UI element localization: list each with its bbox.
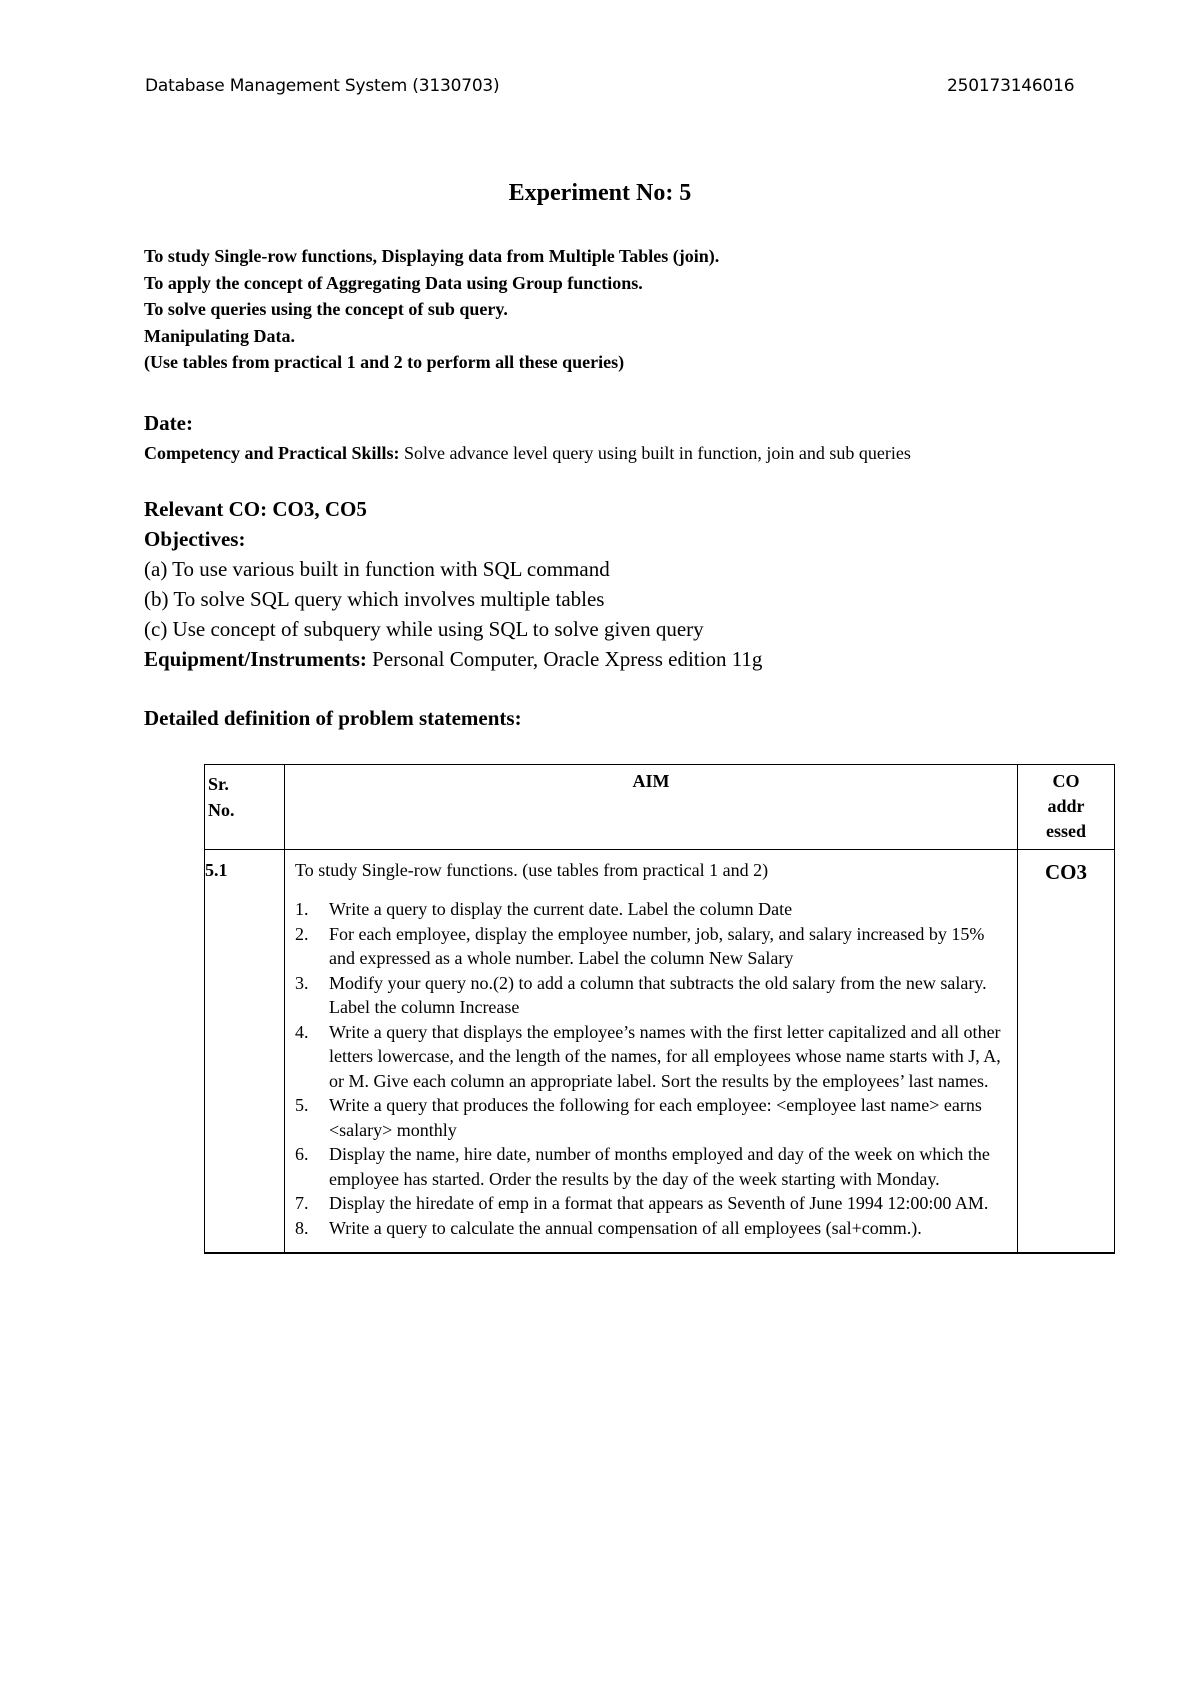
header-co-addressed xyxy=(1018,765,1115,850)
list-item xyxy=(295,1191,1007,1216)
table-header-row xyxy=(205,765,1115,850)
co-cell: CO3 xyxy=(1018,850,1115,1254)
list-item-number: 2. xyxy=(295,923,309,944)
intro-line: To apply the concept of Aggregating Data using Group functions. xyxy=(144,272,643,293)
intro-line: (Use tables from practical 1 and 2 to perform all these queries) xyxy=(144,352,625,372)
header-enrollment-number: 250173146016 xyxy=(947,76,1075,96)
objective-item: (b) To solve SQL query which involves multiple tables xyxy=(144,587,605,611)
header-sr-line: Sr. xyxy=(208,774,229,794)
list-item-number: 6. xyxy=(295,1144,309,1164)
list-item-number: 8. xyxy=(295,1217,309,1238)
list-item xyxy=(295,971,1007,1020)
header-aim: AIM xyxy=(285,765,1018,850)
header-sr-no xyxy=(205,765,285,850)
competency-text: Solve advance level query using built in function, join and sub queries xyxy=(403,443,911,463)
competency-paragraph xyxy=(144,441,1089,466)
aim-intro: To study Single-row functions. (use tables from practical 1 and 2) xyxy=(295,860,769,880)
header-co-line: addr xyxy=(1047,796,1085,816)
list-item-number: 3. xyxy=(295,972,309,993)
list-item-text: Write a query that displays the employee’s names with the first letter capitalized and all other letters lowercase, and the length of the names, for all employees whose name starts with J, A, or M. Give each column an appropriate label. Sort the results by the employees’ last names. xyxy=(329,1021,1001,1091)
list-item-number: 1. xyxy=(295,899,309,919)
header-co-line: essed xyxy=(1046,821,1086,841)
page-title: Experiment No: 5 xyxy=(508,180,692,206)
intro-line: Manipulating Data. xyxy=(144,325,296,346)
equipment-value: Personal Computer, Oracle Xpress edition 11g xyxy=(372,647,763,671)
competency-label: Competency and Practical Skills: xyxy=(144,443,400,463)
details-block xyxy=(144,494,762,674)
header-co-line: CO xyxy=(1052,771,1080,791)
list-item xyxy=(295,1093,1007,1142)
objective-item: (c) Use concept of subquery while using SQL to solve given query xyxy=(144,617,704,641)
aim-list xyxy=(295,897,1007,1240)
list-item-text: For each employee, display the employee number, job, salary, and salary increased by 15% and expressed as a whole number. Label the column New Salary xyxy=(329,923,985,968)
intro-block xyxy=(144,243,719,376)
sr-cell: 5.1 xyxy=(205,850,285,1254)
intro-line: To solve queries using the concept of sub query. xyxy=(144,299,508,319)
relevant-co-label: Relevant CO: xyxy=(144,497,268,521)
list-item-text: Display the hiredate of emp in a format that appears as Seventh of June 1994 12:00:00 AM. xyxy=(329,1193,989,1213)
header-course-title: Database Management System (3130703) xyxy=(145,76,500,96)
aim-cell xyxy=(285,850,1018,1254)
table-row xyxy=(205,850,1115,1254)
equipment-line xyxy=(144,644,762,674)
list-item-text: Modify your query no.(2) to add a column that subtracts the old salary from the new salary. Label the column Increase xyxy=(329,972,987,1017)
list-item xyxy=(295,1020,1007,1094)
equipment-label: Equipment/Instruments: xyxy=(144,647,367,671)
date-label: Date: xyxy=(144,411,193,435)
list-item-text: Write a query that produces the following for each employee: <employee last name> earns <salary> monthly xyxy=(329,1095,982,1140)
list-item xyxy=(295,1216,1007,1241)
list-item-text: Display the name, hire date, number of months employed and day of the week on which the employee has started. Order the results by the day of the week starting with Monday. xyxy=(329,1144,990,1189)
list-item xyxy=(295,1142,1007,1191)
list-item-number: 7. xyxy=(295,1193,309,1213)
detailed-heading: Detailed definition of problem statements: xyxy=(144,706,522,730)
list-item xyxy=(295,897,1007,922)
relevant-co-line xyxy=(144,494,762,524)
list-item-text: Write a query to calculate the annual compensation of all employees (sal+comm.). xyxy=(329,1217,922,1238)
problem-statements-table xyxy=(204,764,1115,1254)
objectives-label xyxy=(144,524,762,554)
objective-item: (a) To use various built in function with SQL command xyxy=(144,557,610,581)
list-item xyxy=(295,922,1007,971)
header-sr-line: No. xyxy=(208,800,235,820)
list-item-text: Write a query to display the current date. Label the column Date xyxy=(329,899,793,919)
relevant-co-value: CO3, CO5 xyxy=(272,497,367,521)
intro-line: To study Single-row functions, Displaying data from Multiple Tables (join). xyxy=(144,246,720,266)
objectives-heading: Objectives: xyxy=(144,527,246,551)
list-item-number: 4. xyxy=(295,1021,309,1042)
list-item-number: 5. xyxy=(295,1095,309,1115)
